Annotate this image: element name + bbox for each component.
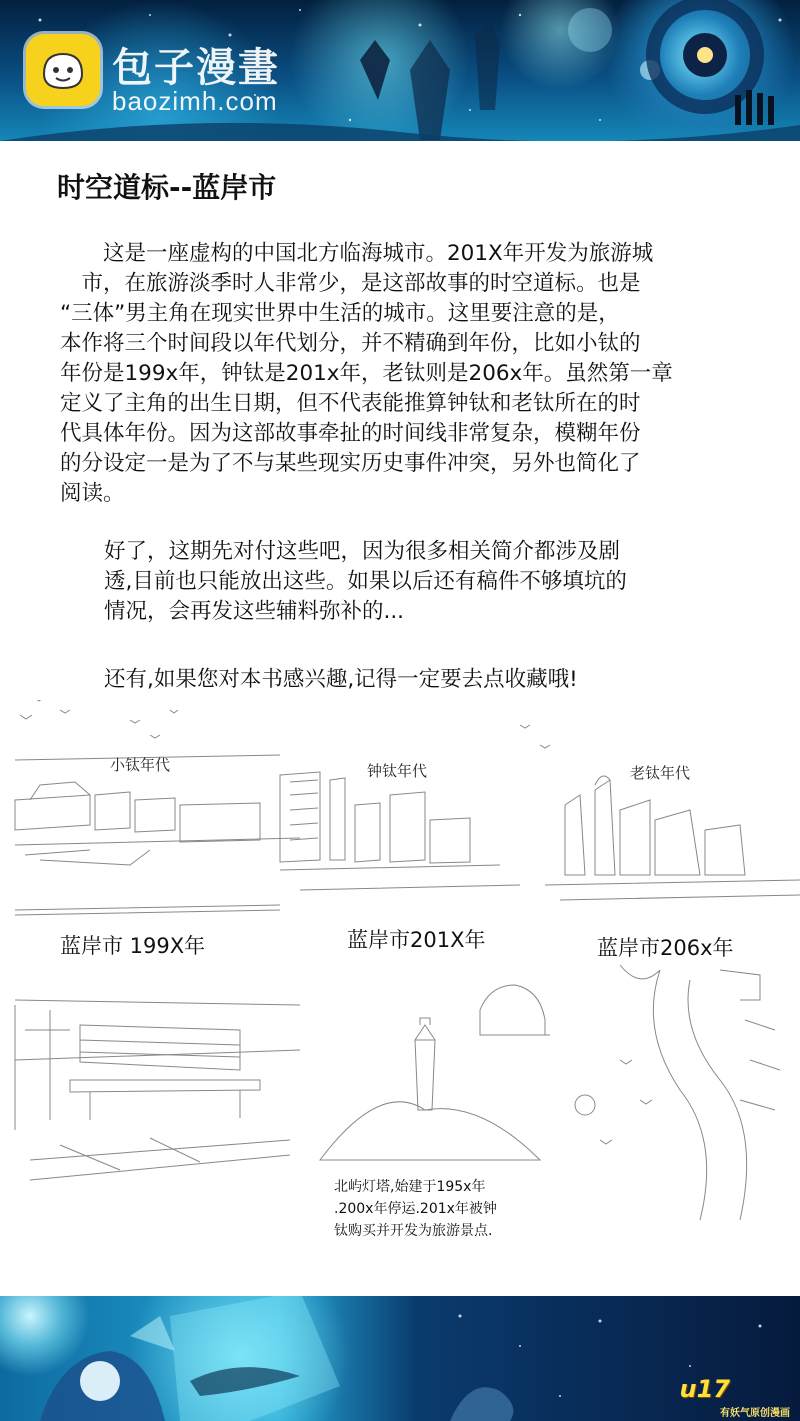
caption-line: 北屿灯塔,始建于195x年 [334,1179,486,1195]
intro-line: “三体”男主角在现实世界中生活的城市。这里要注意的是， [60,301,620,326]
intro-paragraph [60,239,780,509]
intro-line: 年份是199x年，钟钛是201x年，老钛则是206x年。虽然第一章 [60,361,673,386]
intro-line: 市，在旅游淡季时人非常少，是这部故事的时空道标。也是 [60,271,641,296]
bottom-banner [0,1296,800,1421]
favorite-reminder: 还有,如果您对本书感兴趣,记得一定要去点收藏哦! [104,667,578,692]
caption-line: .200x年停运.201x年被钟 [334,1201,497,1217]
logo-badge[interactable] [26,34,100,106]
u17-logo[interactable]: u17 [679,1375,730,1403]
era-label-middle: 钟钛年代 [367,762,428,780]
intro-line: 本作将三个时间段以年代划分，并不精确到年份，比如小钛的 [60,331,641,356]
city-label-206x: 蓝岸市206x年 [597,936,734,960]
intro-line: 的分设定一是为了不与某些现实历史事件冲突，另外也简化了 [60,451,641,476]
u17-tagline: 有妖气原创漫画 [720,1408,790,1419]
intro-line: 定义了主角的出生日期，但不代表能推算钟钛和老钛所在的时 [60,391,641,416]
intro-line: 这是一座虚构的中国北方临海城市。201X年开发为旅游城 [60,241,654,266]
lighthouse-caption [334,1176,497,1242]
closing-line: 透,目前也只能放出这些。如果以后还有稿件不够填坑的 [104,569,627,594]
closing-paragraph [104,537,784,627]
bun-face-icon [40,48,86,92]
article-heading: 时空道标--蓝岸市 [57,171,277,204]
city-label-201x: 蓝岸市201X年 [347,928,486,952]
era-label-young: 小钛年代 [110,756,171,774]
closing-line: 情况，会再发这些辅料弥补的... [104,599,405,624]
site-logo-title[interactable]: 包子漫畫 [112,45,280,91]
intro-line: 阅读。 [60,481,125,506]
era-label-old: 老钛年代 [630,764,691,782]
city-label-199x: 蓝岸市 199X年 [60,934,206,958]
intro-line: 代具体年份。因为这部故事牵扯的时间线非常复杂，模糊年份 [60,421,641,446]
closing-line: 好了，这期先对付这些吧，因为很多相关简介都涉及剧 [104,539,621,564]
caption-line: 钛购买并开发为旅游景点. [334,1223,493,1239]
site-logo-url[interactable]: baozimh.com [112,86,278,116]
top-banner [0,0,800,141]
